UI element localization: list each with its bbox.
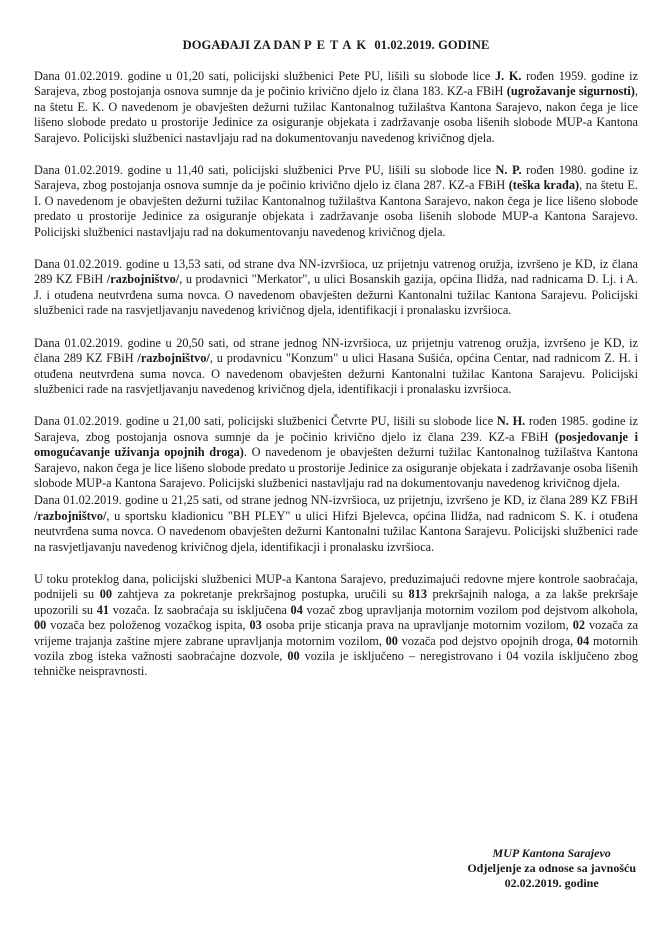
offense-name: /razbojništvo/ xyxy=(106,272,180,287)
document-title xyxy=(34,38,638,53)
traffic-count: 03 xyxy=(249,618,262,633)
report-paragraph-2: Dana 01.02.2019. godine u 11,40 sati, policijski službenici Prve PU, lišili su slobode lice N. P. rođen 1980. godine iz Sarajeva, zbog postojanja osnova sumnje da je počinio krivično djelo iz člana 287. KZ-a FBiH (teška krađa), na štetu E. I. O navedenom je obavješten dežurni tužilac Kantonalnog tužilaštva Kantona Sarajevo, nakon čega je lice lišeno slobode predato u prostorije Jedinice za osiguranje objekata i zadržavanje osoba lišenih slobode MUP-a Kantona Sarajevo. Policijski službenici nastavljaju rad na dokumentovanju navedenog krivičnog djela. xyxy=(34,163,639,239)
traffic-count: 813 xyxy=(408,587,427,602)
offense-name: (ugrožavanje sigurnosti) xyxy=(506,84,635,99)
traffic-count: 41 xyxy=(96,602,109,617)
traffic-count: 04 xyxy=(290,602,303,617)
signature-block xyxy=(467,846,636,891)
title-date: 01.02.2019. GODINE xyxy=(374,38,490,52)
traffic-count: 00 xyxy=(99,587,113,602)
signature-organization: MUP Kantona Sarajevo xyxy=(492,846,611,860)
offense-name: /razbojništvo/ xyxy=(34,508,107,523)
report-paragraph-3: Dana 01.02.2019. godine u 13,53 sati, od strane dva NN-izvršioca, uz prijetnju vatrenog oružja, izvršeno je KD, iz člana 289 KZ FBiH /razbojništvo/, u prodavnici "Merkator", u ulici Bosanskih gazija, općina Ilidža, nad radnicama D. Lj. i A. J. i otuđena neutvrđena suma novca. O navedenom obavješten dežurni Kantonalni tužilac Kantona Sarajevu. Policijski službenici rade na rasvjetljavanju navedenog krivičnog djela, identifikacji i pronalasku izvršioca. xyxy=(34,257,639,318)
traffic-summary-paragraph: U toku proteklog dana, policijski službenici MUP-a Kantona Sarajevo, preduzimajući redovne mjere kontrole saobraćaja, podnijeli su 00 zahtjeva za pokretanje prekršajnog postupka, uručili su 813 prekršajnih naloga, a za lakše prekršaje upozorili su 41 vozača. Iz saobraćaja su isključena 04 vozač zbog upravljanja motornim vozilom pod dejstvom alkohola, 00 vozača bez položenog vozačkog ispita, 03 osoba prije sticanja prava na upravljanje motornim vozilom, 02 vozača za vrijeme trajanja zaštine mjere zabrane upravljanja motornim vozilom, 00 vozača pod dejstvo opojnih droga, 04 motornih vozila zbog isteka važnosti saobraćajne dozvole, 00 vozila je isključeno – neregistrovano i 04 vozila isključeno zbog tehničke neispravnosti. xyxy=(34,571,639,679)
suspect-initials: N. P. xyxy=(495,163,522,178)
offense-name: (posjedovanje i omogućavanje uživanja opojnih droga) xyxy=(34,429,638,460)
title-day: PETAK xyxy=(304,38,372,52)
document-page xyxy=(34,30,638,680)
report-paragraph-4: Dana 01.02.2019. godine u 20,50 sati, od strane jednog NN-izvršioca, uz prijetnju vatrenog oružja, izvršeno je KD, iz člana 289 KZ FBiH /razbojništvo/, u prodavnicu "Konzum" u ulici Hasana Sušića, općina Centar, nad radnicom Z. H. i otuđena neutvrđena suma novca. O navedenom obavješten dežurni Kantonalni tužilac Kantona Sarajevu. Policijski službenici rade na rasvjetljavanju navedenog krivičnog djela, identifikacji i pronalasku izvršioca. xyxy=(34,335,638,396)
signature-department: Odjeljenje za odnose sa javnošću xyxy=(467,861,636,875)
traffic-count: 00 xyxy=(34,618,47,633)
offense-name: (teška krađa) xyxy=(508,178,580,193)
report-paragraph-6: Dana 01.02.2019. godine u 21,25 sati, od strane jednog NN-izvršioca, uz prijetnju, izvršeno je KD, iz člana 289 KZ FBiH /razbojništvo/, u sportsku kladionicu "BH PLEY" u ulici Hifzi Bjelevca, općina Ilidža, nad radnicom S. K. i otuđena neutvrđena suma novca. O navedenom obavješten dežurni Kantonalni tužilac Kantona Sarajevu. Policijski službenici rade na rasvjetljavanju navedenog krivičnog djela, identifikacji i pronalasku izvršioca. xyxy=(34,493,638,554)
report-paragraph-1: Dana 01.02.2019. godine u 01,20 sati, policijski službenici Pete PU, lišili su slobode lice J. K. rođen 1959. godine iz Sarajeva, zbog postojanja osnova sumnje da je počinio krivično djelo iz člana 183. KZ-a FBiH (ugrožavanje sigurnosti), na štetu E. K. O navedenom je obavješten dežurni tužilac Kantonalnog tužilaštva Kantona Sarajevo, nakon čega je lice lišeno slobode predato u prostorije Jedinice za osiguranje objekata i zadržavanje osoba lišenih slobode MUP-a Kantona Sarajevo. Policijski službenici nastavljaju rad na dokumentovanju navedenog krivičnog djela. xyxy=(34,69,639,145)
traffic-count: 00 xyxy=(287,649,300,663)
suspect-initials: J. K. xyxy=(495,69,522,83)
report-paragraph-5: Dana 01.02.2019. godine u 21,00 sati, policijski službenici Četvrte PU, lišili su slobode lice N. H. rođen 1985. godine iz Sarajeva, zbog postojanja osnova sumnje da je počinio krivično djelo iz člana 239. KZ-a FBiH (posjedovanje i omogućavanje uživanja opojnih droga). O navedenom je obavješten dežurni tužilac Kantonalnog tužilaštva Kantona Sarajevo, nakon čega je lice lišeno slobode predato u prostorije Jedinice za osiguranje objekata i zadržavanje osoba lišenih slobode MUP-a Kantona Sarajevo. Policijski službenici nastavljaju rad na dokumentovanju navedenog krivičnog djela. xyxy=(34,414,639,490)
offense-name: /razbojništvo/ xyxy=(137,351,210,366)
suspect-initials: N. H. xyxy=(496,414,526,429)
traffic-count: 02 xyxy=(572,618,585,633)
signature-date: 02.02.2019. godine xyxy=(504,876,599,890)
traffic-count: 00 xyxy=(385,633,398,648)
traffic-count: 04 xyxy=(576,633,590,648)
title-prefix: DOGAĐAJI ZA DAN xyxy=(182,38,301,52)
